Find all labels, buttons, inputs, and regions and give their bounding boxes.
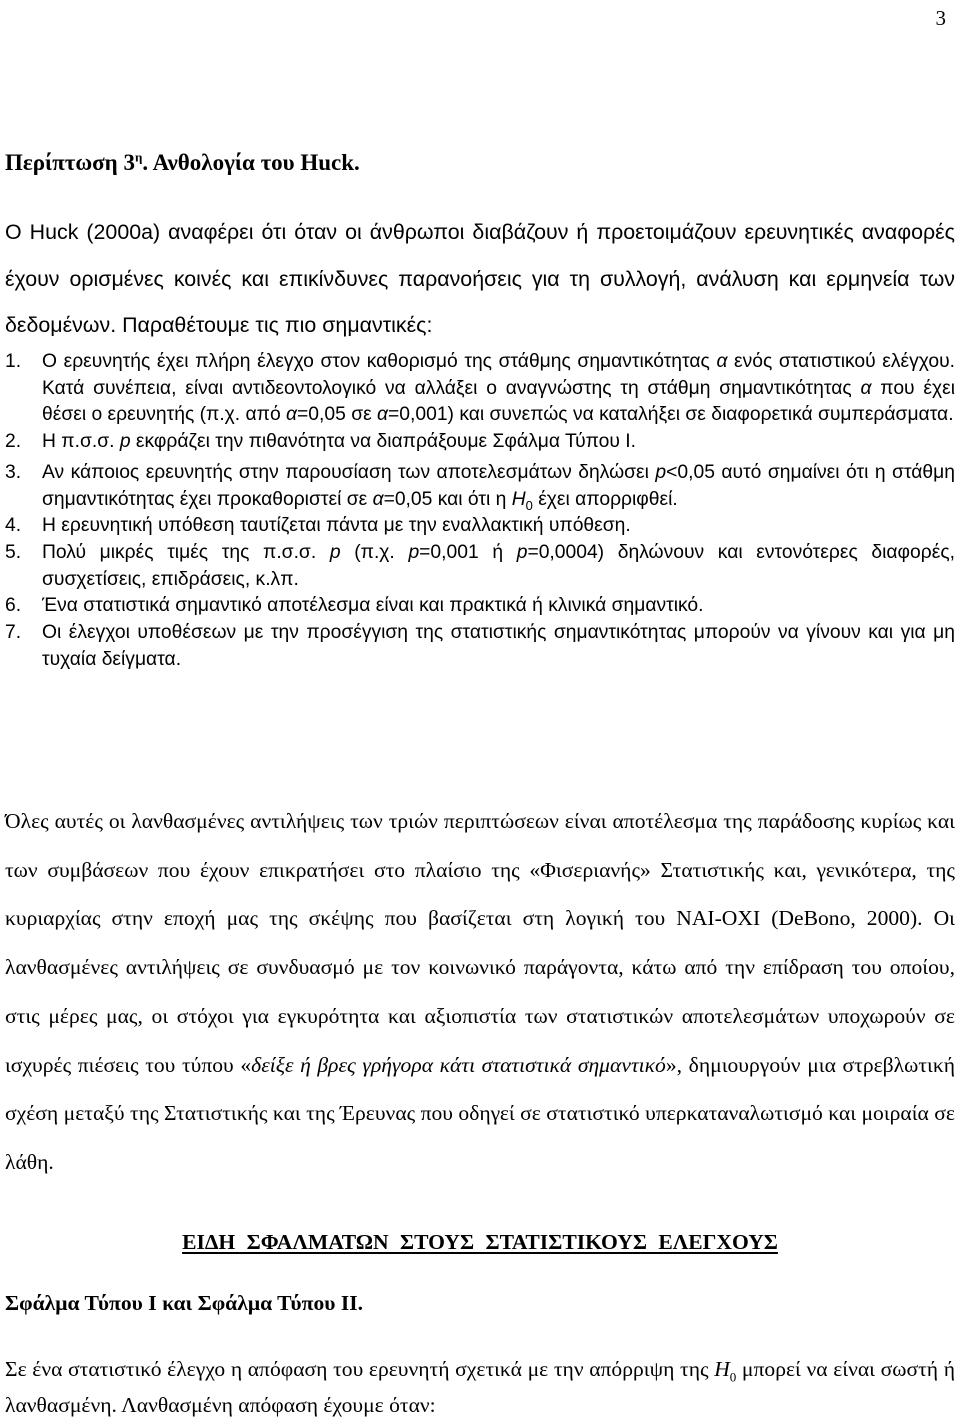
list-text: (π.χ. — [340, 541, 409, 563]
paragraph-text: μπορεί να είναι σωστή ή λανθασμένη. Λανθασμένη απόφαση έχουμε όταν: — [5, 1357, 955, 1417]
list-text: Ένα στατιστικά σημαντικό αποτέλεσμα είναι και πρακτικά ή κλινικά σημαντικό. — [42, 595, 704, 617]
subscript-zero: 0 — [525, 497, 533, 513]
symbol-alpha: α — [716, 351, 728, 372]
list-item — [5, 429, 955, 456]
list-text: Οι έλεγχοι υποθέσεων με την προσέγγιση της στατιστικής σημαντικότητας μπορούν να γίνουν και για μη τυχαία δείγματα. — [42, 622, 955, 670]
list-text: που έχει θέσει ο ερευνητής (π.χ. από — [42, 377, 955, 426]
conclusion-paragraph — [5, 797, 955, 1187]
list-text: Η π.σ.σ. — [42, 431, 120, 453]
list-text: =0,001 ή — [419, 541, 517, 563]
heading-text-rest: . Ανθολογία του Huck. — [142, 150, 360, 175]
section-title-text: ΕΙΔΗ ΣΦΑΛΜΑΤΩΝ ΣΤΟΥΣ ΣΤΑΤΙΣΤΙΚΟΥΣ ΕΛΕΓΧΟΥΣ — [182, 1230, 778, 1254]
list-text: Ο ερευνητής έχει πλήρη έλεγχο στον καθορισμό της στάθμης σημαντικότητας — [42, 351, 717, 372]
list-item — [5, 593, 955, 620]
list-text: ενός στατιστικού ελέγχου. Κατά συνέπεια, είναι αντιδεοντολογικό να αλλάξει ο αναγνώστης τη στάθμη σημαντικότητας — [42, 351, 955, 399]
subscript-zero: 0 — [729, 1369, 737, 1385]
list-text: έχει απορριφθεί. — [532, 488, 678, 510]
symbol-h: H — [714, 1357, 730, 1381]
paragraph-text: Σε ένα στατιστικό έλεγχο η απόφαση του ερευνητή σχετικά με την απόρριψη της — [5, 1357, 715, 1381]
list-item — [5, 540, 955, 593]
misconceptions-list — [5, 349, 955, 673]
list-number: 7. — [5, 622, 22, 644]
symbol-p: p — [655, 461, 667, 483]
list-number: 3. — [5, 461, 22, 483]
symbol-alpha: α — [377, 404, 389, 426]
paragraph-text: Όλες αυτές οι λανθασμένες αντιλήψεις των τριών περιπτώσεων είναι αποτέλεσμα της παράδοσης κυρίως και των συμβάσεων που έχουν επικρατήσει στο πλαίσιο της «Φισεριανής» Στατιστικής και, γενικότερα, της κυριαρχίας στην εποχή μας της σκέψης που βασίζεται στη λογική του ΝΑΙ-ΟΧΙ (DeBono, 2000). Οι λανθασμένες αντιλήψεις σε συνδυασμό με τον κοινωνικό παράγοντα, κάτω από την επίδραση του οποίου, στις μέρες μας, οι στόχοι για εγκυρότητα και αξιοπιστία των στατιστικών αποτελεσμάτων υποχωρούν σε ισχυρές πιέσεις του τύπου « — [5, 809, 955, 1077]
symbol-h: H — [511, 488, 526, 510]
list-text: =0,05 σε — [297, 404, 378, 426]
section-title — [0, 1230, 960, 1255]
intro-paragraph: Ο Huck (2000a) αναφέρει ότι όταν οι άνθρωποι διαβάζουν ή προετοιμάζουν ερευνητικές αναφορές έχουν ορισμένες κοινές και επικίνδυνες παρανοήσεις για τη συλλογή, ανάλυση και ερμηνεία των δεδομένων. Παραθέτουμε τις πιο σημαντικές: — [5, 220, 955, 337]
list-text: εκφράζει την πιθανότητα να διαπράξουμε Σφάλμα Τύπου Ι. — [130, 431, 636, 453]
list-item — [5, 349, 955, 429]
list-text: <0,05 αυτό σημαίνει ότι η στάθμη σημαντικότητας έχει προκαθοριστεί σε — [42, 461, 955, 510]
page-number: 3 — [935, 6, 946, 30]
list-item — [5, 460, 955, 513]
list-number: 4. — [5, 515, 22, 537]
list-text: =0,0004) δηλώνουν και εντονότερες διαφορές, συσχετίσεις, επιδράσεις, κ.λπ. — [42, 541, 955, 590]
list-number: 2. — [5, 431, 22, 453]
symbol-p: p — [516, 541, 528, 563]
italic-quote: δείξε ή βρες γρήγορα κάτι στατιστικά σημαντικό — [251, 1052, 666, 1077]
list-text: Αν κάποιος ερευνητής στην παρουσίαση των αποτελεσμάτων δηλώσει — [42, 461, 656, 483]
list-text: Η ερευνητική υπόθεση ταυτίζεται πάντα με την εναλλακτική υπόθεση. — [42, 515, 631, 537]
symbol-alpha: α — [286, 404, 298, 426]
list-number: 5. — [5, 541, 22, 563]
heading-superscript: η — [135, 149, 143, 165]
list-item — [5, 620, 955, 673]
symbol-p: p — [119, 431, 131, 453]
symbol-p: p — [408, 541, 420, 563]
subsection-title: Σφάλμα Τύπου Ι και Σφάλμα Τύπου ΙΙ. — [5, 1291, 364, 1315]
list-item — [5, 513, 955, 540]
list-text: Πολύ μικρές τιμές της π.σ.σ. — [42, 541, 330, 563]
final-paragraph — [5, 1351, 955, 1423]
list-text: =0,05 και ότι η — [383, 488, 512, 510]
symbol-p: p — [329, 541, 341, 563]
symbol-alpha: α — [372, 488, 384, 510]
paragraph-text: », δημιουργούν μια στρεβλωτική σχέση μεταξύ της Στατιστικής και της Έρευνας που οδηγεί σε στατιστικό υπερκαταναλωτισμό και μοιραία σε λάθη. — [5, 1052, 955, 1174]
symbol-alpha: α — [860, 377, 872, 399]
heading-text: Περίπτωση 3 — [5, 150, 135, 175]
list-number: 6. — [5, 595, 22, 617]
case-heading — [5, 150, 360, 176]
list-text: =0,001) και συνεπώς να καταλήξει σε διαφορετικά συμπεράσματα. — [388, 404, 954, 426]
list-number: 1. — [5, 351, 22, 372]
